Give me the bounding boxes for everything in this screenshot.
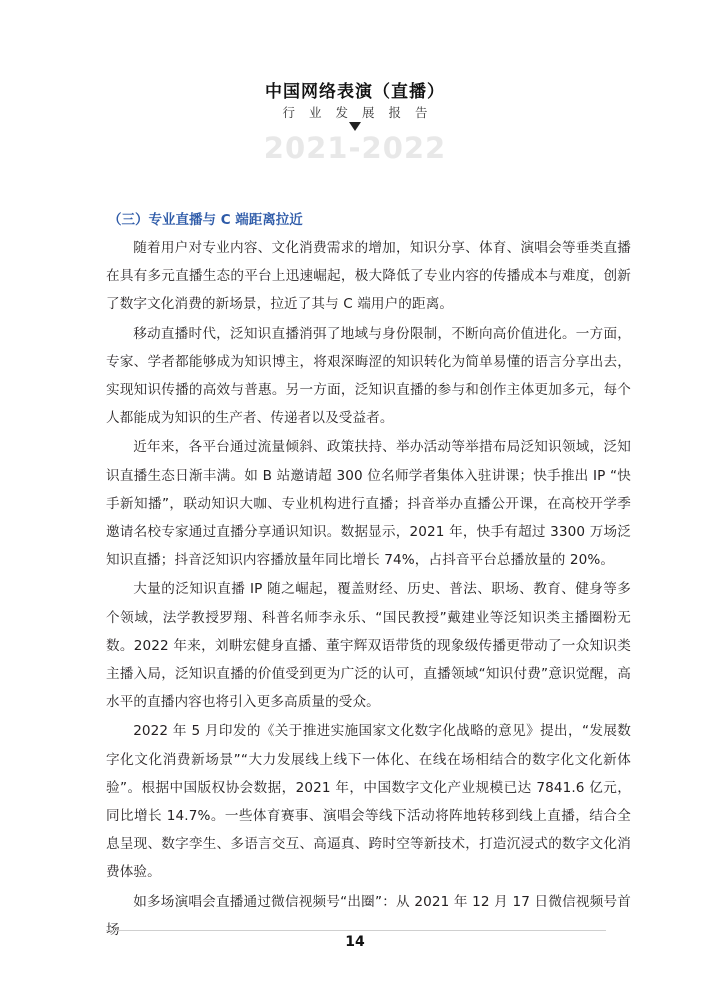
- paragraph-4: 大量的泛知识直播 IP 随之崛起，覆盖财经、历史、普法、职场、教育、健身等多个领域，法学教授罗翔、科普名师李永乐、“国民教授”戴建业等泛知识类主播圈粉无数。2022 年来，刘畊宏健身直播、董宇辉双语带货的现象级传播更带动了一众知识类主播入局，泛知识直播的价值受到更为广泛的认可，直播领域“知识付费”意识觉醒，高水平的直播内容也将引入更多高质量的受众。: [106, 581, 631, 711]
- report-subtitle: 行业发展报告: [282, 105, 442, 120]
- triangle-down-icon: [349, 122, 361, 131]
- paragraph-6: 如多场演唱会直播通过微信视频号“出圈”：从 2021 年 12 月 17 日微信视频号首场: [106, 893, 631, 938]
- section-heading: （三）专业直播与 C 端距离拉近: [108, 212, 303, 228]
- paragraph-2: 移动直播时代，泛知识直播消弭了地域与身份限制，不断向高价值进化。一方面，专家、学者都能够成为知识博主，将艰深晦涩的知识转化为简单易懂的语言分享出去，实现知识传播的高效与普惠。另一方面，泛知识直播的参与和创作主体更加多元，每个人都能成为知识的生产者、传递者以及受益者。: [106, 325, 631, 427]
- paragraph-5: 2022 年 5 月印发的《关于推进实施国家文化数字化战略的意见》提出，“发展数字化文化消费新场景”“大力发展线上线下一体化、在线在场相结合的数字化文化新体验”。根据中国版权协会数据，2021 年，中国数字文化产业规模已达 7841.6 亿元，同比增长 14.7%。一些体育赛事、演唱会等线下活动将阵地转移到线上直播，结合全息呈现、数字孪生、多语言交互、高逼真、跨时空等新技术，打造沉浸式的数字文化消费体验。: [106, 723, 631, 881]
- main-content: [106, 206, 631, 944]
- report-title: 中国网络表演（直播）: [265, 82, 445, 102]
- footer-divider: [106, 930, 606, 931]
- paragraph-3: 近年来，各平台通过流量倾斜、政策扶持、举办活动等举措布局泛知识领域，泛知识直播生态日渐丰满。如 B 站邀请超 300 位名师学者集体入驻讲课；快手推出 IP “快手新知播”，联动知识大咖、专业机构进行直播；抖音举办直播公开课，在高校开学季邀请名校专家通过直播分享通识知识。数据显示，2021 年，快手有超过 3300 万场泛知识直播；抖音泛知识内容播放量年同比增长 74%，占抖音平台总播放量的 20%。: [106, 439, 631, 569]
- paragraph-1: 随着用户对专业内容、文化消费需求的增加，知识分享、体育、演唱会等垂类直播在具有多元直播生态的平台上迅速崛起，极大降低了专业内容的传播成本与难度，创新了数字文化消费的新场景，拉近了其与 C 端用户的距离。: [106, 240, 631, 313]
- page-number: 14: [345, 934, 365, 950]
- report-year: 2021-2022: [263, 131, 447, 165]
